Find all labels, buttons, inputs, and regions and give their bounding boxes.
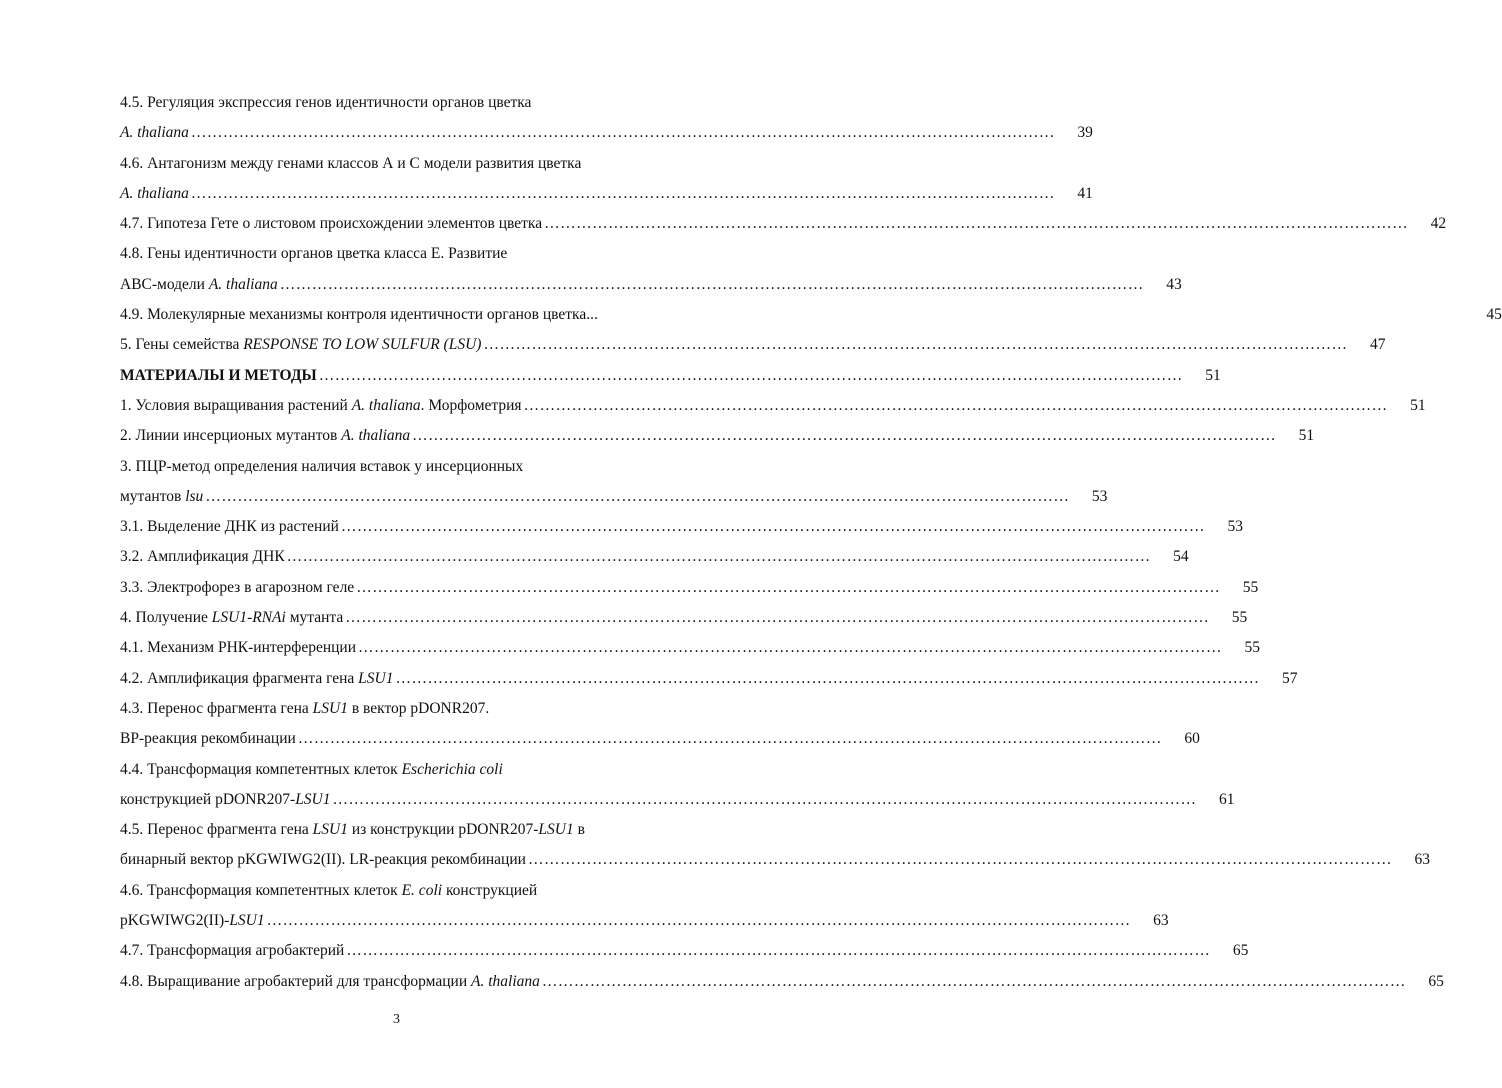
toc-entry	[120, 270, 1182, 300]
toc-entry	[120, 967, 1444, 997]
toc-entry-text-part: 4.7. Трансформация агробактерий	[120, 942, 345, 960]
toc-entry	[120, 573, 1259, 603]
toc-entry	[120, 209, 1447, 239]
toc-entry-text-part: 4.3. Перенос фрагмента гена	[120, 699, 313, 717]
toc-entry	[120, 755, 720, 785]
toc-entry-title	[120, 603, 343, 633]
toc-entry-text-part: 1. Условия выращивания растений	[120, 396, 352, 414]
toc-entry-leader-dots	[394, 664, 1262, 694]
toc-entry-text-part: BP-реакция рекомбинации	[120, 730, 296, 748]
toc-entry-leader-dots	[317, 361, 1185, 391]
toc-entry-text-part: конструкцией pDONR207-	[120, 790, 296, 808]
toc-entry	[120, 542, 1189, 572]
toc-entry-page: 41	[1077, 184, 1093, 202]
toc-entry	[120, 694, 720, 724]
toc-entry	[120, 300, 1502, 330]
toc-entry-text-part: в вектор pDONR207.	[347, 699, 490, 717]
toc-entry	[120, 239, 720, 269]
toc-entry-title	[120, 179, 189, 209]
toc-entry	[120, 633, 1261, 663]
toc-entry-text-part: 4.2. Амплификация фрагмента гена	[120, 669, 359, 687]
toc-entry-text-part: 3. ПЦР-метод определения наличия вставок у инсерционных	[120, 457, 524, 475]
toc-entry	[120, 785, 1235, 815]
toc-entry	[120, 179, 1093, 209]
toc-entry-title	[120, 542, 285, 572]
toc-entry-text-part: 4.1. Механизм РНК-интерференции	[120, 639, 357, 657]
toc-entry-page: 53	[1227, 518, 1243, 536]
toc-entry-page: 57	[1282, 669, 1298, 687]
toc-entry-text-part: Escherichia coli	[401, 760, 503, 778]
toc-entry-text-part: A. thaliana	[341, 427, 411, 445]
toc-entry-text-part: 3.2. Амплификация ДНК	[120, 548, 285, 566]
page-number: 3	[393, 1012, 400, 1027]
toc-entry-title	[120, 88, 531, 118]
toc-entry	[120, 603, 1248, 633]
toc-entry-page: 53	[1091, 487, 1108, 505]
toc-entry-title	[120, 270, 278, 300]
toc-entry-leader-dots	[344, 936, 1212, 966]
toc-entry-text-part: A. thaliana	[120, 184, 189, 202]
toc-entry-leader-dots	[542, 209, 1410, 239]
toc-entry-page: 60	[1184, 730, 1200, 748]
toc-entry	[120, 512, 1243, 542]
toc-entry-text-part: 4.6. Антагонизм между генами классов А и С модели развития цветка	[120, 154, 582, 172]
toc-entry-leader-dots	[343, 603, 1211, 633]
toc-entry	[120, 149, 720, 179]
toc-entry-page: 51	[1410, 396, 1426, 414]
toc-entry-title	[120, 512, 339, 542]
toc-entry-text-part: мутантов	[120, 487, 186, 505]
toc-entry-text-part: . Морфометрия	[420, 396, 522, 414]
toc-entry-page: 47	[1369, 336, 1386, 354]
toc-entry-leader-dots	[526, 845, 1394, 875]
toc-entry-page: 51	[1205, 366, 1221, 384]
toc-entry	[120, 88, 720, 118]
toc-entry-text-part: LSU1	[312, 699, 348, 717]
toc-entry-text-part: A. thaliana	[208, 275, 278, 293]
toc-entry-leader-dots	[189, 179, 1057, 209]
toc-entry-leader-dots	[354, 573, 1222, 603]
toc-entry-leader-dots	[296, 724, 1164, 754]
toc-entry-title	[120, 664, 394, 694]
toc-entry-text-part: A. thaliana	[471, 972, 540, 990]
toc-entry-page: 63	[1153, 912, 1169, 930]
toc-entry	[120, 724, 1200, 754]
toc-entry-title	[120, 785, 331, 815]
toc-entry-page: 45	[1486, 306, 1502, 324]
toc-entry-text-part: LSU1	[229, 912, 265, 930]
toc-entry-title	[120, 239, 507, 269]
toc-entry-title	[120, 573, 354, 603]
toc-entry-title	[120, 906, 265, 936]
toc-entry-title	[120, 149, 581, 179]
toc-entry-title	[120, 452, 523, 482]
toc-entry-text-part: 4.6. Трансформация компетентных клеток	[120, 881, 402, 899]
toc-entry-text-part: 4.8. Гены идентичности органов цветка класса Е. Развитие	[120, 245, 508, 263]
toc-entry-text-part: бинарный вектор pKGWIWG2(II). LR-реакция рекомбинации	[120, 851, 526, 869]
toc-entry-page: 51	[1298, 427, 1315, 445]
toc-entry-title	[120, 815, 585, 845]
toc-entry-title	[120, 967, 540, 997]
toc-entry	[120, 815, 720, 845]
toc-entry	[120, 361, 1221, 391]
toc-entry-text-part: 3.3. Электрофорез в агарозном геле	[120, 578, 355, 596]
toc-entry-title	[120, 300, 598, 330]
toc-entry-page: 65	[1428, 972, 1444, 990]
toc-entry-text-part: мутанта	[285, 609, 344, 627]
toc-entry	[120, 482, 1108, 512]
toc-entry-leader-dots	[540, 967, 1408, 997]
toc-entry-page: 39	[1077, 124, 1093, 142]
toc-entry-title	[120, 936, 344, 966]
toc-entry-text-part: 4. Получение	[120, 609, 212, 627]
toc-entry-text-part: pKGWIWG2(II)-	[120, 912, 230, 930]
toc-entry-text-part: A. thaliana	[120, 124, 189, 142]
toc-entry-text-part: ABC-модели	[120, 275, 209, 293]
toc-entry-leader-dots	[522, 391, 1390, 421]
toc-entry	[120, 876, 720, 906]
toc-entry-title	[120, 755, 503, 785]
toc-entry	[120, 452, 720, 482]
toc-entry-text-part: E. coli	[401, 881, 443, 899]
toc-entry-title	[120, 391, 522, 421]
toc-entry-title	[120, 633, 356, 663]
toc-entry-title	[120, 876, 537, 906]
toc-entry-leader-dots	[265, 906, 1133, 936]
toc-entry-text-part: в	[573, 821, 585, 839]
toc-entry	[120, 936, 1249, 966]
toc-entry-text-part: LSU1	[538, 821, 574, 839]
toc-entry	[120, 330, 1386, 360]
toc-entry-text-part: 4.7. Гипотеза Гете о листовом происхождении элементов цветка	[120, 215, 543, 233]
toc-entry	[120, 391, 1426, 421]
toc-entry-text-part: 5. Гены семейства	[120, 336, 244, 354]
toc-entry-title	[120, 724, 296, 754]
toc-entry-text-part: A. thaliana	[351, 396, 421, 414]
toc-entry-leader-dots	[356, 633, 1224, 663]
toc-entry-page: 63	[1414, 851, 1430, 869]
toc-entry	[120, 845, 1430, 875]
toc-entry-title	[120, 845, 526, 875]
toc-entry	[120, 664, 1298, 694]
toc-entry-text-part: 4.8. Выращивание агробактерий для трансформации	[120, 972, 472, 990]
toc-entry-leader-dots	[410, 421, 1278, 451]
toc-entry-page: 55	[1244, 639, 1261, 657]
toc-entry-text-part: LSU1-RNAi	[211, 609, 286, 627]
toc-entry-title	[120, 361, 317, 391]
toc-entry-page: 43	[1166, 275, 1182, 293]
toc-entry-leader-dots	[339, 512, 1207, 542]
table-of-contents	[120, 88, 1502, 997]
toc-entry-text-part: конструкцией	[442, 881, 538, 899]
toc-entry-page: 54	[1173, 548, 1189, 566]
toc-entry-title	[120, 482, 203, 512]
toc-entry	[120, 118, 1093, 148]
toc-entry-page: 42	[1430, 215, 1447, 233]
toc-entry-title	[120, 118, 189, 148]
toc-entry-title	[120, 209, 542, 239]
toc-entry-title	[120, 330, 481, 360]
toc-entry-leader-dots	[278, 270, 1146, 300]
toc-entry-leader-dots	[331, 785, 1199, 815]
toc-entry-leader-dots	[203, 482, 1071, 512]
toc-entry	[120, 906, 1169, 936]
toc-entry-text-part: 4.5. Перенос фрагмента гена	[120, 821, 313, 839]
toc-entry-text-part: 4.4. Трансформация компетентных клеток	[120, 760, 402, 778]
toc-entry-text-part: 4.5. Регуляция экспрессия генов идентичности органов цветка	[120, 94, 532, 111]
toc-entry-leader-dots	[189, 118, 1057, 148]
toc-entry-title	[120, 694, 489, 724]
toc-entry-text-part: 4.9. Молекулярные механизмы контроля идентичности органов цветка...	[120, 306, 598, 324]
toc-entry-text-part: LSU1	[358, 669, 394, 687]
toc-entry-page: 55	[1231, 609, 1248, 627]
toc-entry	[120, 421, 1315, 451]
toc-entry-title	[120, 421, 410, 451]
toc-entry-page: 55	[1242, 578, 1259, 596]
toc-entry-text-part: из конструкции pDONR207-	[347, 821, 539, 839]
toc-entry-leader-dots	[285, 542, 1153, 572]
toc-entry-text-part: RESPONSE TO LOW SULFUR (LSU)	[243, 336, 482, 354]
toc-entry-page: 65	[1232, 942, 1249, 960]
toc-entry-text-part: МАТЕРИАЛЫ И МЕТОДЫ	[120, 366, 317, 384]
toc-entry-leader-dots	[481, 330, 1349, 360]
toc-entry-page: 61	[1219, 790, 1235, 808]
toc-entry-text-part: 2. Линии инсерционых мутантов	[120, 427, 342, 445]
toc-entry-text-part: 3.1. Выделение ДНК из растений	[120, 518, 339, 536]
toc-entry-text-part: lsu	[185, 487, 204, 505]
toc-entry-text-part: LSU1	[312, 821, 348, 839]
toc-entry-text-part: LSU1	[295, 790, 331, 808]
